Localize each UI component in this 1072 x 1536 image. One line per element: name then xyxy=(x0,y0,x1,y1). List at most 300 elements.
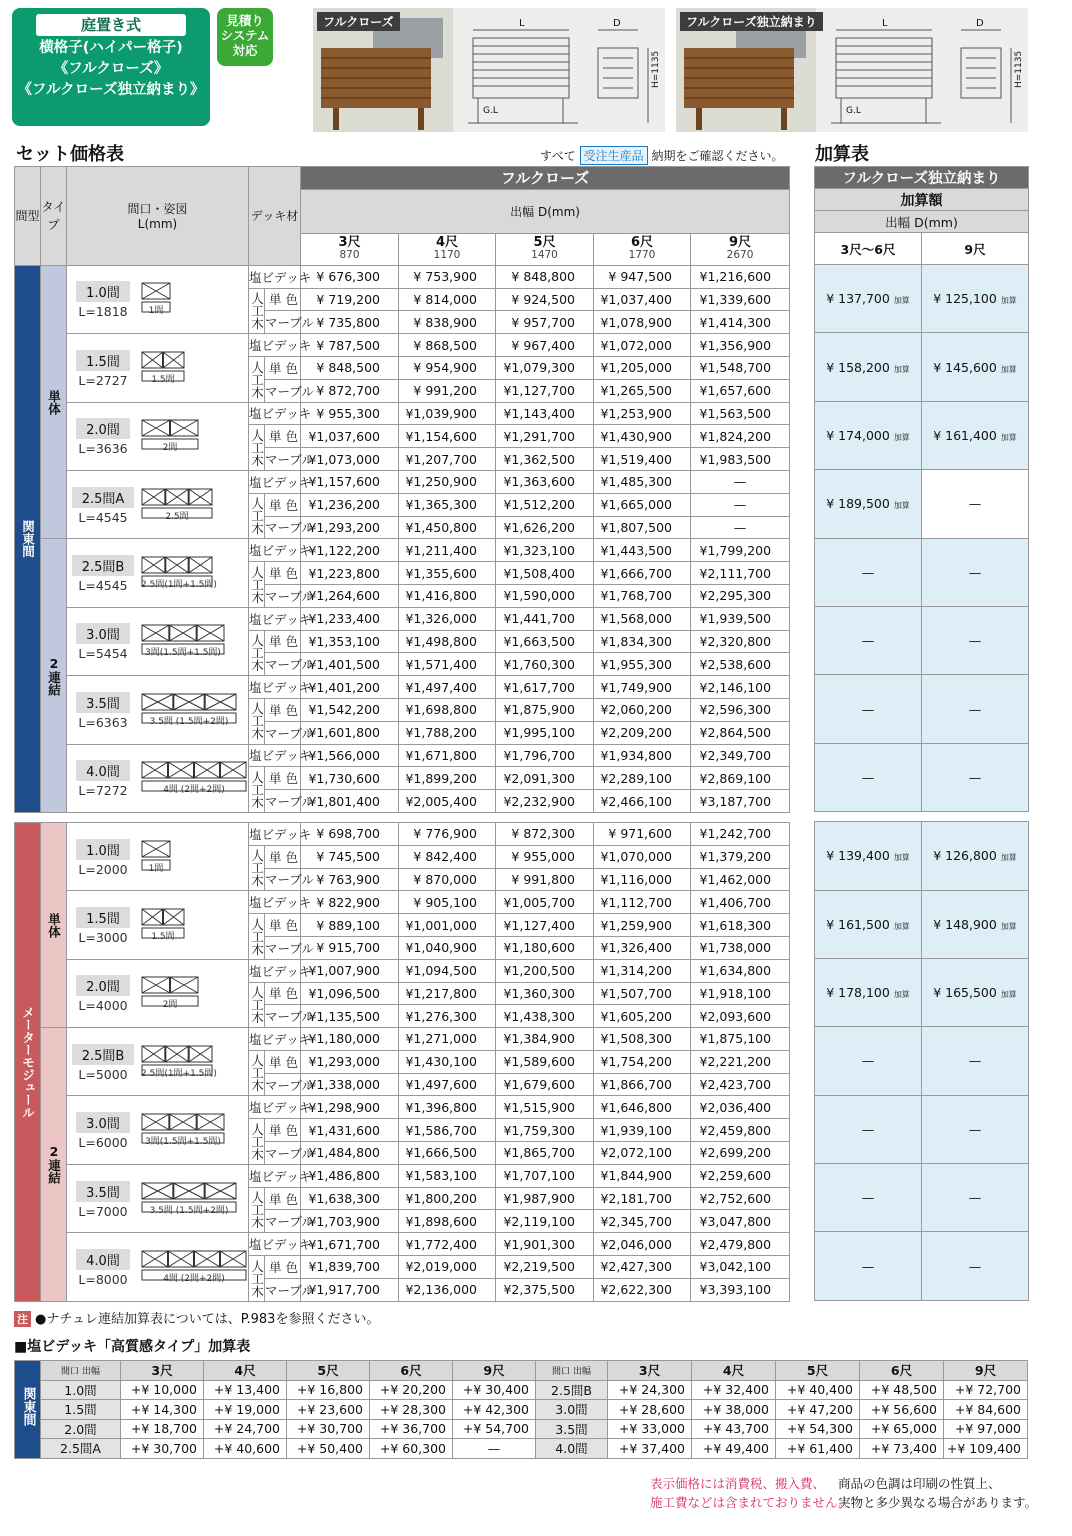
price-cell: ¥ 698,700 xyxy=(301,822,399,845)
price-cell: ¥1,590,000 xyxy=(496,584,594,607)
frontage-length: L=4545 xyxy=(78,578,128,594)
price-cell: ¥1,844,900 xyxy=(594,1164,691,1187)
material-vinyl: 塩ビデッキ xyxy=(249,1164,301,1187)
image-label: フルクローズ xyxy=(317,12,400,31)
material-marble: マーブル xyxy=(265,379,301,402)
material-vinyl: 塩ビデッキ xyxy=(249,1233,301,1256)
price-cell: ¥1,007,900 xyxy=(301,959,399,982)
price-cell: ¥ 957,700 xyxy=(496,311,594,334)
price-cell: ¥1,414,300 xyxy=(691,311,790,334)
addition-9: ¥ 165,500 加算 xyxy=(922,958,1029,1026)
price-cell: ¥1,657,600 xyxy=(691,379,790,402)
price-cell: ¥1,865,700 xyxy=(496,1142,594,1165)
frontage-cell xyxy=(67,607,249,675)
sub-row xyxy=(15,1380,1028,1400)
frontage-size: 4.0間 xyxy=(76,760,130,781)
price-cell: ¥1,824,200 xyxy=(691,425,790,448)
material-artificial-wood: 人工木 xyxy=(249,288,265,334)
price-cell: ¥2,466,100 xyxy=(594,790,691,813)
addition-9: — xyxy=(922,1027,1029,1095)
price-row xyxy=(15,1233,790,1256)
price-cell: ¥1,485,300 xyxy=(594,470,691,493)
price-cell: ¥ 719,200 xyxy=(301,288,399,311)
sub-cell: +¥ 109,400 xyxy=(944,1439,1028,1459)
price-cell: ¥1,253,900 xyxy=(594,402,691,425)
diagram-label: 2間 xyxy=(162,443,178,454)
addition-3-6: — xyxy=(815,1232,922,1300)
price-cell: ¥1,566,000 xyxy=(301,744,399,767)
sub-cell: +¥ 32,400 xyxy=(692,1380,776,1400)
price-cell: ¥1,898,600 xyxy=(399,1210,496,1233)
price-cell: ¥2,289,100 xyxy=(594,767,691,790)
price-cell: ¥ 872,700 xyxy=(301,379,399,402)
frontage-cell xyxy=(67,402,249,470)
price-cell: ¥1,443,500 xyxy=(594,539,691,562)
depth-header: 出幅 D(mm) xyxy=(301,189,790,233)
price-cell: ¥1,983,500 xyxy=(691,448,790,471)
price-row xyxy=(15,1164,790,1187)
price-cell: ¥1,875,900 xyxy=(496,698,594,721)
price-cell: ¥1,233,400 xyxy=(301,607,399,630)
frontage-cell xyxy=(67,959,249,1027)
price-cell: ¥1,271,000 xyxy=(399,1028,496,1051)
sub-cell: +¥ 61,400 xyxy=(776,1439,860,1459)
price-cell: ¥2,596,300 xyxy=(691,698,790,721)
price-cell: ¥1,799,200 xyxy=(691,539,790,562)
price-cell: ¥ 842,400 xyxy=(399,845,496,868)
price-cell: ¥ 814,000 xyxy=(399,288,496,311)
set-price-title: セット価格表 xyxy=(16,144,124,165)
price-cell: ¥1,583,100 xyxy=(399,1164,496,1187)
sub-cell: +¥ 30,700 xyxy=(121,1439,204,1459)
price-cell: ¥ 787,500 xyxy=(301,334,399,357)
product-name: 横格子(ハイパー格子) xyxy=(39,40,183,56)
price-cell: ¥1,180,000 xyxy=(301,1028,399,1051)
price-cell: ¥1,430,100 xyxy=(399,1050,496,1073)
sub-cell: +¥ 24,700 xyxy=(204,1419,287,1439)
price-cell: ¥2,349,700 xyxy=(691,744,790,767)
group-header: フルクローズ xyxy=(301,167,790,190)
sub-col-header: 3尺 xyxy=(121,1361,204,1381)
price-cell: ¥1,955,300 xyxy=(594,653,691,676)
price-row xyxy=(15,334,790,357)
price-row xyxy=(15,891,790,914)
diagram-label: 3.5間 (1.5間+2間) xyxy=(149,716,229,727)
addition-9: — xyxy=(922,606,1029,674)
price-cell: ¥2,752,600 xyxy=(691,1187,790,1210)
title-block xyxy=(12,8,210,126)
material-artificial-wood: 人工木 xyxy=(249,1187,265,1233)
price-cell: ¥ 991,800 xyxy=(496,868,594,891)
sub-cell: +¥ 73,400 xyxy=(860,1439,944,1459)
addition-3-6: — xyxy=(815,743,922,811)
addition-3-6: ¥ 158,200 加算 xyxy=(815,333,922,401)
price-cell: ¥2,622,300 xyxy=(594,1278,691,1301)
price-cell: ¥1,401,500 xyxy=(301,653,399,676)
price-row xyxy=(15,607,790,630)
addition-3-6: — xyxy=(815,675,922,743)
frontage-length: L=6000 xyxy=(78,1135,128,1151)
price-cell: ¥2,136,000 xyxy=(399,1278,496,1301)
sub-cell: +¥ 28,600 xyxy=(608,1400,692,1420)
price-cell: ¥1,512,200 xyxy=(496,493,594,516)
price-cell: ¥1,207,700 xyxy=(399,448,496,471)
price-cell: ¥1,291,700 xyxy=(496,425,594,448)
frontage-length: L=7272 xyxy=(78,783,128,799)
price-cell: ¥1,078,900 xyxy=(594,311,691,334)
sub-cell: +¥ 49,400 xyxy=(692,1439,776,1459)
price-cell: ¥ 947,500 xyxy=(594,265,691,288)
price-cell: ¥1,040,900 xyxy=(399,936,496,959)
price-cell: ¥1,122,200 xyxy=(301,539,399,562)
material-single-color: 単 色 xyxy=(265,1050,301,1073)
price-cell: ¥2,005,400 xyxy=(399,790,496,813)
price-cell: ¥1,866,700 xyxy=(594,1073,691,1096)
price-cell: ¥1,127,400 xyxy=(496,914,594,937)
price-row xyxy=(15,1028,790,1051)
material-artificial-wood: 人工木 xyxy=(249,698,265,744)
price-cell: ¥1,259,900 xyxy=(594,914,691,937)
price-cell: ¥ 870,000 xyxy=(399,868,496,891)
price-cell: ¥1,586,700 xyxy=(399,1119,496,1142)
diagram-label: 3間(1.5間+1.5間) xyxy=(145,1137,221,1148)
diagram-label: 1.5間 xyxy=(151,374,175,385)
frontage-length: L=1818 xyxy=(78,304,128,320)
price-cell: ¥1,431,600 xyxy=(301,1119,399,1142)
material-artificial-wood: 人工木 xyxy=(249,767,265,813)
sub-cell: +¥ 54,300 xyxy=(776,1419,860,1439)
addition-3-6: ¥ 139,400 加算 xyxy=(815,822,922,890)
material-single-color: 単 色 xyxy=(265,425,301,448)
price-cell: ¥1,072,000 xyxy=(594,334,691,357)
estimate-system-badge: 見積り システム 対応 xyxy=(217,8,273,66)
sub-cell: +¥ 37,400 xyxy=(608,1439,692,1459)
frontage-size: 2.0間 xyxy=(76,975,130,996)
sub-col-header: 4尺 xyxy=(692,1361,776,1381)
price-cell: ¥1,899,200 xyxy=(399,767,496,790)
price-cell: ¥1,995,100 xyxy=(496,721,594,744)
price-cell: ¥ 868,500 xyxy=(399,334,496,357)
addition-3-6: — xyxy=(815,606,922,674)
material-vinyl: 塩ビデッキ xyxy=(249,539,301,562)
price-cell: ¥1,665,000 xyxy=(594,493,691,516)
price-cell: ¥2,423,700 xyxy=(691,1073,790,1096)
price-cell: ¥1,589,600 xyxy=(496,1050,594,1073)
price-cell: ¥2,060,200 xyxy=(594,698,691,721)
price-cell: ¥1,362,500 xyxy=(496,448,594,471)
frontage-length: L=8000 xyxy=(78,1271,128,1287)
price-cell: ¥1,360,300 xyxy=(496,982,594,1005)
price-cell: ¥2,091,300 xyxy=(496,767,594,790)
material-marble: マーブル xyxy=(265,790,301,813)
price-cell: — xyxy=(691,470,790,493)
frontage-length: L=2727 xyxy=(78,372,128,388)
price-cell: ¥ 991,200 xyxy=(399,379,496,402)
region-label: メーターモジュール xyxy=(15,822,41,1301)
type-label: 単体 xyxy=(41,265,67,539)
price-cell: ¥1,646,800 xyxy=(594,1096,691,1119)
sub-col-header: 9尺 xyxy=(453,1361,536,1381)
price-row xyxy=(15,744,790,767)
material-single-color: 単 色 xyxy=(265,767,301,790)
material-marble: マーブル xyxy=(265,1210,301,1233)
sub-header-corner: 間口 出幅 xyxy=(41,1361,121,1381)
sub-cell: +¥ 18,700 xyxy=(121,1419,204,1439)
side-sub-header: 加算額 xyxy=(815,189,1029,211)
price-cell: ¥1,542,200 xyxy=(301,698,399,721)
price-cell: ¥1,112,700 xyxy=(594,891,691,914)
frontage-size: 1.5間 xyxy=(76,350,130,371)
material-vinyl: 塩ビデッキ xyxy=(249,1096,301,1119)
diagram-label: 2間 xyxy=(162,1000,178,1011)
price-cell: ¥1,438,300 xyxy=(496,1005,594,1028)
price-cell: ¥1,497,600 xyxy=(399,1073,496,1096)
price-row xyxy=(15,1096,790,1119)
product-variant-1: 《フルクローズ》 xyxy=(53,61,169,77)
price-cell: ¥1,679,600 xyxy=(496,1073,594,1096)
sub-header-corner: 間口 出幅 xyxy=(536,1361,608,1381)
price-cell: ¥1,601,800 xyxy=(301,721,399,744)
material-artificial-wood: 人工木 xyxy=(249,914,265,960)
addition-9: — xyxy=(922,675,1029,743)
price-cell: ¥1,563,500 xyxy=(691,402,790,425)
material-marble: マーブル xyxy=(265,584,301,607)
sub-cell: +¥ 72,700 xyxy=(944,1380,1028,1400)
price-cell: ¥1,401,200 xyxy=(301,676,399,699)
price-cell: ¥2,295,300 xyxy=(691,584,790,607)
frontage-length: L=4545 xyxy=(78,509,128,525)
sub-cell: +¥ 47,200 xyxy=(776,1400,860,1420)
price-cell: ¥1,666,700 xyxy=(594,562,691,585)
price-cell: ¥1,039,900 xyxy=(399,402,496,425)
addition-9: — xyxy=(922,1095,1029,1163)
frontage-size: 3.0間 xyxy=(76,1112,130,1133)
price-cell: ¥2,232,900 xyxy=(496,790,594,813)
diagram-label: 1間 xyxy=(148,306,164,317)
price-cell: ¥ 889,100 xyxy=(301,914,399,937)
price-cell: ¥1,223,800 xyxy=(301,562,399,585)
price-cell: ¥2,219,500 xyxy=(496,1256,594,1279)
frontage-size: 2.5間A xyxy=(72,487,135,508)
addition-title: 加算表 xyxy=(815,144,869,165)
price-cell: ¥2,869,100 xyxy=(691,767,790,790)
sub-cell: +¥ 54,700 xyxy=(453,1419,536,1439)
price-cell: ¥1,754,200 xyxy=(594,1050,691,1073)
price-cell: ¥1,416,800 xyxy=(399,584,496,607)
price-cell: ¥1,638,300 xyxy=(301,1187,399,1210)
price-cell: ¥1,365,300 xyxy=(399,493,496,516)
price-cell: ¥1,356,900 xyxy=(691,334,790,357)
price-cell: ¥1,508,300 xyxy=(594,1028,691,1051)
frontage-cell xyxy=(67,891,249,959)
addition-3-6: ¥ 137,700 加算 xyxy=(815,265,922,333)
price-cell: ¥ 915,700 xyxy=(301,936,399,959)
price-cell: ¥3,042,100 xyxy=(691,1256,790,1279)
price-cell: ¥2,345,700 xyxy=(594,1210,691,1233)
price-cell: ¥ 955,300 xyxy=(301,402,399,425)
col-deck: デッキ材 xyxy=(249,167,301,266)
price-cell: ¥1,800,200 xyxy=(399,1187,496,1210)
depth-col-9尺: 9尺 2670 xyxy=(691,233,790,265)
price-cell: ¥1,666,500 xyxy=(399,1142,496,1165)
sub-cell: +¥ 65,000 xyxy=(860,1419,944,1439)
price-cell: ¥2,479,800 xyxy=(691,1233,790,1256)
price-cell: ¥ 905,100 xyxy=(399,891,496,914)
price-cell: ¥1,355,600 xyxy=(399,562,496,585)
addition-3-6: ¥ 161,500 加算 xyxy=(815,890,922,958)
price-cell: ¥1,096,500 xyxy=(301,982,399,1005)
price-cell: ¥ 924,500 xyxy=(496,288,594,311)
price-cell: ¥1,276,300 xyxy=(399,1005,496,1028)
price-cell: ¥1,788,200 xyxy=(399,721,496,744)
price-cell: ¥2,111,700 xyxy=(691,562,790,585)
frontage-length: L=2000 xyxy=(78,861,128,877)
price-cell: ¥ 848,500 xyxy=(301,356,399,379)
addition-3-6: ¥ 178,100 加算 xyxy=(815,958,922,1026)
price-cell: ¥1,663,500 xyxy=(496,630,594,653)
price-cell: ¥1,037,400 xyxy=(594,288,691,311)
product-variant-2: 《フルクローズ独立納まり》 xyxy=(17,82,205,98)
sub-cell: +¥ 43,700 xyxy=(692,1419,776,1439)
type-label: 2連結 xyxy=(41,539,67,813)
sub-cell: +¥ 40,600 xyxy=(204,1439,287,1459)
addition-9: ¥ 148,900 加算 xyxy=(922,890,1029,958)
price-cell: ¥1,236,200 xyxy=(301,493,399,516)
addition-9: — xyxy=(922,1232,1029,1300)
frontage-length: L=6363 xyxy=(78,714,128,730)
price-cell: ¥1,462,000 xyxy=(691,868,790,891)
side-group-header: フルクローズ独立納まり xyxy=(815,167,1029,189)
price-cell: ¥ 954,900 xyxy=(399,356,496,379)
price-cell: ¥3,393,100 xyxy=(691,1278,790,1301)
sub-row-label: 2.0間 xyxy=(41,1419,121,1439)
material-vinyl: 塩ビデッキ xyxy=(249,744,301,767)
price-cell: ¥2,427,300 xyxy=(594,1256,691,1279)
price-cell: ¥ 848,800 xyxy=(496,265,594,288)
material-artificial-wood: 人工木 xyxy=(249,1119,265,1165)
addition-3-6: ¥ 189,500 加算 xyxy=(815,470,922,538)
price-cell: ¥1,918,100 xyxy=(691,982,790,1005)
material-single-color: 単 色 xyxy=(265,630,301,653)
price-row xyxy=(15,959,790,982)
price-cell: ¥1,875,100 xyxy=(691,1028,790,1051)
diagram-label: 2.5間 xyxy=(165,511,189,522)
price-cell: ¥ 967,400 xyxy=(496,334,594,357)
price-cell: ¥2,538,600 xyxy=(691,653,790,676)
price-cell: ¥1,698,800 xyxy=(399,698,496,721)
sub-cell: +¥ 28,300 xyxy=(370,1400,453,1420)
price-cell: ¥1,127,700 xyxy=(496,379,594,402)
material-single-color: 単 色 xyxy=(265,1187,301,1210)
frontage-cell xyxy=(67,744,249,812)
addition-3-6: — xyxy=(815,1027,922,1095)
price-cell: ¥2,072,100 xyxy=(594,1142,691,1165)
price-cell: ¥2,181,700 xyxy=(594,1187,691,1210)
material-marble: マーブル xyxy=(265,653,301,676)
material-marble: マーブル xyxy=(265,1005,301,1028)
frontage-cell xyxy=(67,1028,249,1096)
sub-row-label: 1.5間 xyxy=(41,1400,121,1420)
price-cell: ¥1,265,500 xyxy=(594,379,691,402)
sub-cell: +¥ 56,600 xyxy=(860,1400,944,1420)
frontage-cell xyxy=(67,1096,249,1164)
price-cell: ¥2,320,800 xyxy=(691,630,790,653)
material-marble: マーブル xyxy=(265,936,301,959)
price-cell: ¥2,036,400 xyxy=(691,1096,790,1119)
price-cell: ¥1,626,200 xyxy=(496,516,594,539)
price-cell: ¥1,507,700 xyxy=(594,982,691,1005)
material-single-color: 単 色 xyxy=(265,698,301,721)
price-cell: ¥1,498,800 xyxy=(399,630,496,653)
sub-row-label: 2.5間A xyxy=(41,1439,121,1459)
price-cell: ¥1,200,500 xyxy=(496,959,594,982)
diagram-label: 4間 (2間+2間) xyxy=(163,1273,225,1284)
frontage-length: L=5454 xyxy=(78,646,128,662)
price-cell: ¥1,180,600 xyxy=(496,936,594,959)
material-single-color: 単 色 xyxy=(265,982,301,1005)
diagram-label: 1.5間 xyxy=(151,932,175,942)
vinyl-deck-addition-table xyxy=(14,1360,1028,1459)
price-cell: ¥1,738,000 xyxy=(691,936,790,959)
material-single-color: 単 色 xyxy=(265,356,301,379)
diagram-label: 2.5間(1間+1.5間) xyxy=(141,1068,217,1079)
addition-9: ¥ 125,100 加算 xyxy=(922,265,1029,333)
price-cell: ¥1,396,800 xyxy=(399,1096,496,1119)
price-cell: ¥1,617,700 xyxy=(496,676,594,699)
material-marble: マーブル xyxy=(265,1073,301,1096)
price-cell: ¥1,987,900 xyxy=(496,1187,594,1210)
price-cell: ¥1,450,800 xyxy=(399,516,496,539)
sub-table-title: ■塩ビデッキ「高質感タイプ」加算表 xyxy=(14,1339,251,1355)
material-marble: マーブル xyxy=(265,721,301,744)
price-cell: ¥1,326,400 xyxy=(594,936,691,959)
price-cell: ¥1,314,200 xyxy=(594,959,691,982)
material-artificial-wood: 人工木 xyxy=(249,493,265,539)
frontage-cell xyxy=(67,676,249,744)
price-cell: ¥1,839,700 xyxy=(301,1256,399,1279)
price-cell: ¥2,375,500 xyxy=(496,1278,594,1301)
price-cell: ¥1,005,700 xyxy=(496,891,594,914)
price-cell: ¥1,211,400 xyxy=(399,539,496,562)
side-col-9: 9尺 xyxy=(922,233,1029,265)
sub-row xyxy=(15,1419,1028,1439)
price-cell: ¥1,772,400 xyxy=(399,1233,496,1256)
sub-col-header: 5尺 xyxy=(287,1361,370,1381)
frontage-size: 3.5間 xyxy=(76,1181,130,1202)
price-cell: ¥1,807,500 xyxy=(594,516,691,539)
material-vinyl: 塩ビデッキ xyxy=(249,265,301,288)
price-cell: ¥1,001,000 xyxy=(399,914,496,937)
sub-cell: +¥ 36,700 xyxy=(370,1419,453,1439)
price-cell: ¥3,187,700 xyxy=(691,790,790,813)
price-cell: ¥1,242,700 xyxy=(691,822,790,845)
price-cell: ¥2,019,000 xyxy=(399,1256,496,1279)
price-cell: ¥1,157,600 xyxy=(301,470,399,493)
price-cell: ¥ 735,800 xyxy=(301,311,399,334)
addition-9: — xyxy=(922,538,1029,606)
price-cell: ¥1,484,800 xyxy=(301,1142,399,1165)
price-cell: ¥1,934,800 xyxy=(594,744,691,767)
price-cell: ¥1,379,200 xyxy=(691,845,790,868)
addition-3-6: — xyxy=(815,1164,922,1232)
price-cell: ¥2,209,200 xyxy=(594,721,691,744)
sub-row xyxy=(15,1400,1028,1420)
price-cell: ¥1,618,300 xyxy=(691,914,790,937)
price-cell: ¥ 822,900 xyxy=(301,891,399,914)
sub-cell: +¥ 42,300 xyxy=(453,1400,536,1420)
install-method: 庭置き式 xyxy=(36,14,186,36)
material-artificial-wood: 人工木 xyxy=(249,845,265,891)
